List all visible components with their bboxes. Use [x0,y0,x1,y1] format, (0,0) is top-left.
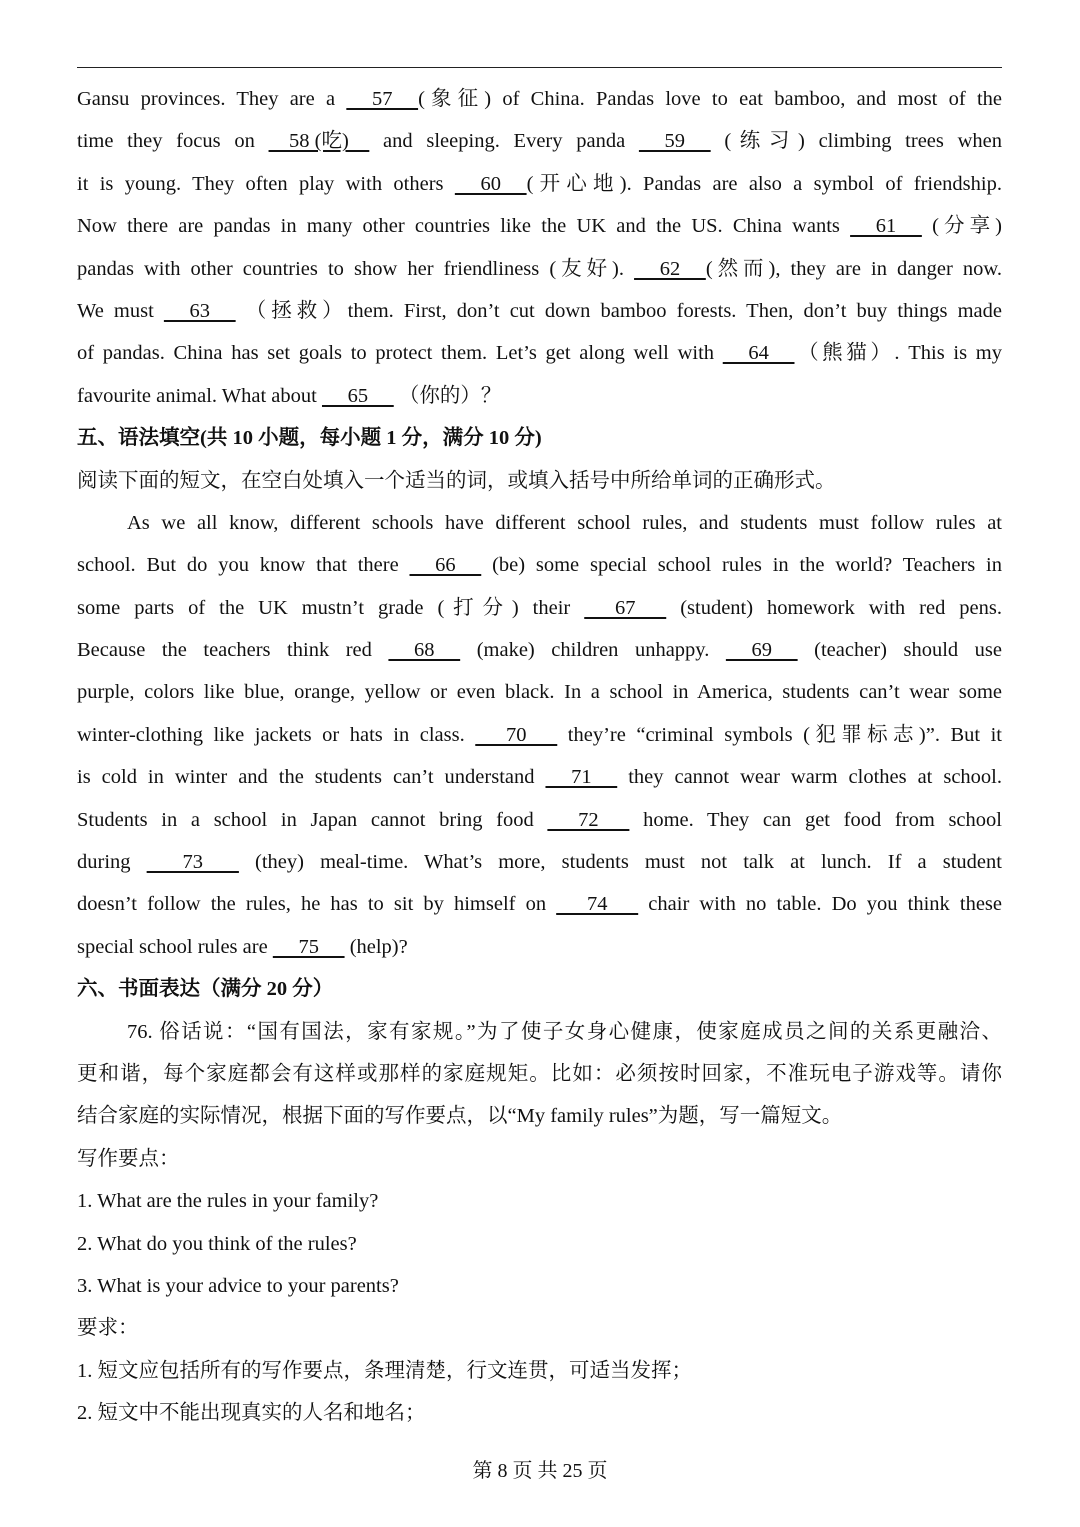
blank-66[interactable]: 66 [409,554,482,577]
text-line: during 73 (they) meal-time. What’s more, students must not talk at lunch. If a student [77,841,1002,883]
text-line: some parts of the UK mustn’t grade (打分) their 67 (student) homework with red pens. [77,587,1002,629]
text-line: of pandas. China has set goals to protect them. Let’s get along well with 64 （熊猫）. This is my [77,332,1002,374]
text-line: Gansu provinces. They are a 57 (象征) of China. Pandas love to eat bamboo, and most of the [77,78,1002,120]
blank-62[interactable]: 62 [634,257,706,280]
prompt-line: 结合家庭的实际情况，根据下面的写作要点，以“My family rules”为题，写一篇短文。 [77,1105,843,1128]
text-line: time they focus on 58 (吃) and sleeping. Every panda 59 (练习) climbing trees when [77,120,1002,162]
blank-75[interactable]: 75 [272,935,345,958]
page-number: 第 8 页 共 25 页 [472,1460,608,1482]
blank-72[interactable]: 72 [547,808,630,831]
blank-61[interactable]: 61 [850,215,922,238]
section-5-heading: 五、语法填空(共 10 小题，每小题 1 分，满分 10 分) [77,427,542,450]
page-content [77,78,1002,1435]
text-line: As we all know, different schools have different school rules, and students must follow rules at [127,511,1002,534]
blank-70[interactable]: 70 [475,723,558,746]
section-5-instruction: 阅读下面的短文，在空白处填入一个适当的词，或填入括号中所给单词的正确形式。 [77,469,836,492]
writing-point: 3. What is your advice to your parents? [77,1274,399,1297]
text-line: pandas with other countries to show her friendliness (友好). 62 (然而), they are in danger now. [77,248,1002,290]
blank-58[interactable]: 58 (吃) [268,130,370,153]
panda-passage [77,78,1002,417]
section-6-heading: 六、书面表达（满分 20 分） [77,978,334,1001]
prompt-line: 更和谐，每个家庭都会有这样或那样的家庭规矩。比如：必须按时回家，不准玩电子游戏等。请你 [77,1062,1002,1085]
text-line: it is young. They often play with others 60 (开心地). Pandas are also a symbol of friendship. [77,163,1002,205]
text-line: school. But do you know that there 66 (be) some special school rules in the world? Teachers in [77,544,1002,586]
blank-64[interactable]: 64 [722,342,795,365]
writing-point: 1. What are the rules in your family? [77,1190,379,1213]
text-line: doesn’t follow the rules, he has to sit by himself on 74 chair with no table. Do you think these [77,883,1002,925]
writing-point: 2. What do you think of the rules? [77,1232,357,1255]
text-line: We must 63 （拯救）them. First, don’t cut down bamboo forests. Then, don’t buy things made [77,290,1002,332]
blank-71[interactable]: 71 [545,766,618,789]
grammar-passage [77,502,1002,968]
writing-prompt [77,1011,1002,1138]
text-line: is cold in winter and the students can’t understand 71 they cannot wear warm clothes at school. [77,756,1002,798]
text-line: Students in a school in Japan cannot bring food 72 home. They can get food from school [77,799,1002,841]
blank-57[interactable]: 57 [346,88,419,110]
text-line: Because the teachers think red 68 (make) children unhappy. 69 (teacher) should use [77,629,1002,671]
blank-73[interactable]: 73 [146,851,239,874]
requirement-item: 1. 短文应包括所有的写作要点，条理清楚，行文连贯，可适当发挥； [77,1359,692,1382]
blank-60[interactable]: 60 [454,172,527,195]
requirements-label: 要求： [77,1317,139,1340]
writing-points-label: 写作要点： [77,1147,180,1170]
blank-68[interactable]: 68 [388,639,461,662]
prompt-line: 76. 俗话说：“国有国法，家有家规。”为了使子女身心健康，使家庭成员之间的关系更融洽、 [127,1020,1002,1043]
text-line: favourite animal. What about 65 （你的）？ [77,375,1002,417]
requirement-item: 2. 短文中不能出现真实的人名和地名； [77,1402,426,1425]
text-line: winter-clothing like jackets or hats in class. 70 they’re “criminal symbols (犯罪标志)”. But it [77,714,1002,756]
blank-69[interactable]: 69 [725,639,798,662]
blank-67[interactable]: 67 [584,596,667,619]
blank-65[interactable]: 65 [321,384,394,407]
header-rule [77,67,1002,68]
blank-63[interactable]: 63 [163,299,236,322]
blank-74[interactable]: 74 [556,893,639,916]
text-line: special school rules are 75 (help)? [77,926,1002,968]
blank-59[interactable]: 59 [638,130,711,153]
text-line: Now there are pandas in many other countries like the UK and the US. China wants 61 (分享) [77,205,1002,247]
text-line: purple, colors like blue, orange, yellow or even black. In a school in America, students can’t wear some [77,681,1002,704]
